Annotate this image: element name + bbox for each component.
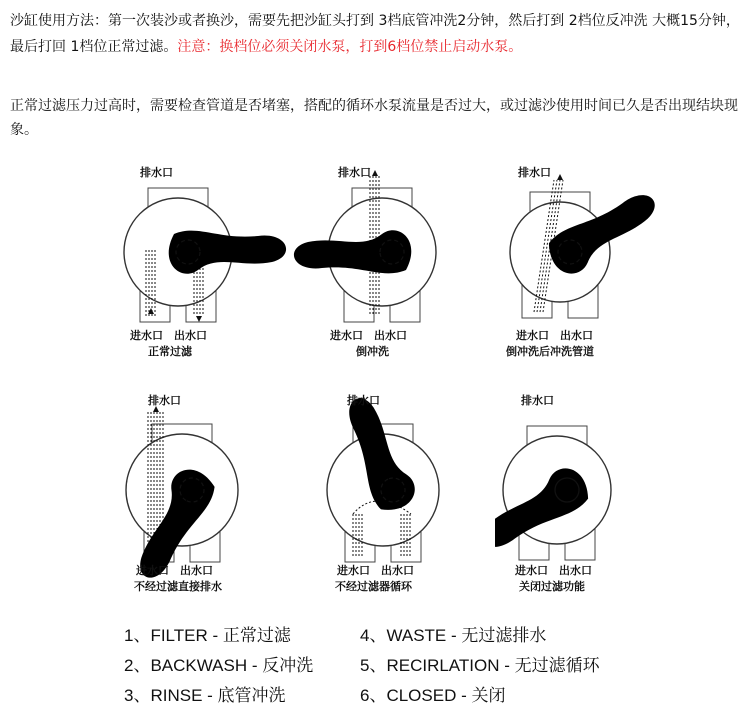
valve-diagram-closed: [495, 388, 715, 628]
waste-port-label: 排水口: [338, 166, 371, 179]
inlet-label: 进水口: [515, 564, 548, 577]
legend-item-rinse: 3、RINSE - 底管冲洗: [124, 686, 286, 705]
legend-item-backwash: 2、BACKWASH - 反冲洗: [124, 656, 314, 675]
diagram-caption: 倒冲洗: [356, 345, 389, 358]
inlet-label: 进水口: [130, 329, 163, 342]
valve-diagram-recirculation: [305, 388, 525, 628]
outlet-label: 出水口: [374, 329, 407, 342]
pressure-note: 正常过滤压力过高时，需要检查管道是否堵塞，搭配的循环水泵流量是否过大，或过滤沙使用时间已久是否出现结块现象。: [10, 98, 738, 138]
diagram-caption: 不经过滤器循环: [335, 580, 412, 593]
inlet-label: 进水口: [337, 564, 370, 577]
legend-item-waste: 4、WASTE - 无过滤排水: [360, 626, 547, 645]
inlet-label: 进水口: [516, 329, 549, 342]
inlet-label: 进水口: [330, 329, 363, 342]
diagram-caption: 正常过滤: [148, 345, 192, 358]
outlet-label: 出水口: [381, 564, 414, 577]
outlet-label: 出水口: [180, 564, 213, 577]
diagram-caption: 倒冲洗后冲洗管道: [506, 345, 594, 358]
valve-diagram-backwash: [290, 160, 510, 400]
waste-port-label: 排水口: [518, 166, 551, 179]
usage-text: 沙缸使用方法：第一次装沙或者换沙，需要先把沙缸头打到 3档底管冲洗2分钟，然后打到 2档位反冲洗 大概15分钟，最后打回 1档位正常过滤。: [10, 13, 740, 55]
diagram-caption: 关闭过滤功能: [519, 580, 585, 593]
valve-diagram-rinse: [488, 160, 708, 400]
warning-text: 注意：换档位必须关闭水泵，打到6档位禁止启动水泵。: [177, 39, 523, 55]
inlet-label: 进水口: [136, 564, 169, 577]
diagram-caption: 不经过滤直接排水: [134, 580, 222, 593]
legend-item-filter: 1、FILTER - 正常过滤: [124, 626, 291, 645]
waste-port-label: 排水口: [347, 394, 380, 407]
flow-arrow-icon: [557, 174, 563, 180]
legend-item-recirculation: 5、RECIRLATION - 无过滤循环: [360, 656, 600, 675]
legend-item-closed: 6、CLOSED - 关闭: [360, 686, 506, 705]
outlet-label: 出水口: [560, 329, 593, 342]
flow-arrow-icon: [372, 170, 378, 176]
waste-port-label: 排水口: [521, 394, 554, 407]
usage-instructions: [10, 8, 742, 60]
waste-port-label: 排水口: [140, 166, 173, 179]
outlet-label: 出水口: [559, 564, 592, 577]
outlet-label: 出水口: [174, 329, 207, 342]
waste-port-label: 排水口: [148, 394, 181, 407]
